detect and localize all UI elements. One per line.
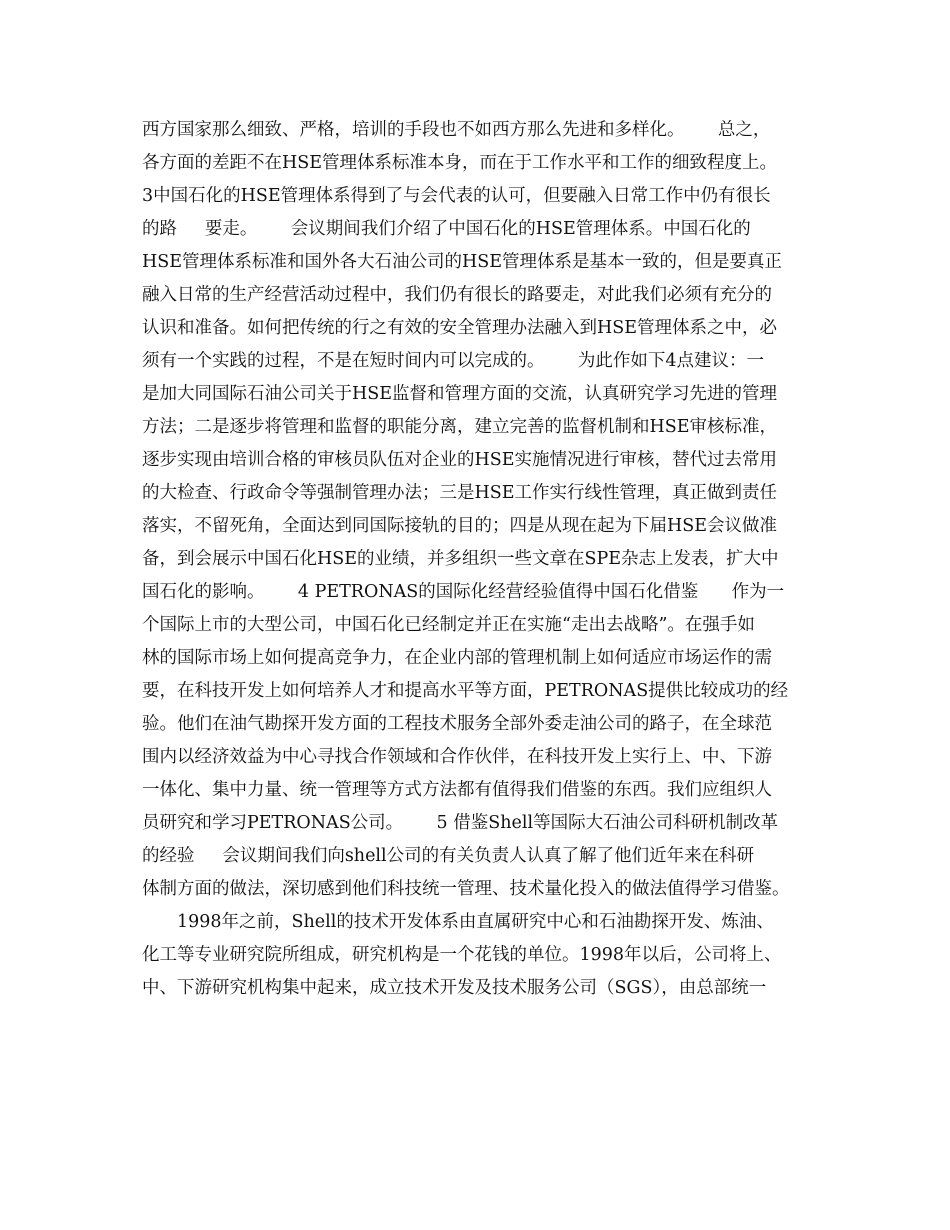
text-line: 化工等专业研究院所组成，研究机构是一个花钱的单位。1998年以后，公司将上、 — [142, 945, 782, 965]
text-line: 的经验 会议期间我们向shell公司的有关负责人认真了解了他们近年来在科研 — [142, 846, 755, 866]
text-line: 3中国石化的HSE管理体系得到了与会代表的认可，但要融入日常工作中仍有很长 — [142, 186, 771, 206]
text-line-indented: 1998年之前，Shell的技术开发体系由直属研究中心和石油勘探开发、炼油、 — [177, 912, 774, 932]
text-line: 融入日常的生产经营活动过程中，我们仍有很长的路要走，对此我们必须有充分的 — [142, 285, 772, 305]
text-line: 一体化、集中力量、统一管理等方式方法都有值得我们借鉴的东西。我们应组织人 — [142, 780, 772, 800]
text-line: HSE管理体系标准和国外各大石油公司的HSE管理体系是基本一致的，但是要真正 — [142, 252, 783, 272]
text-line: 是加大同国际石油公司关于HSE监督和管理方面的交流，认真研究学习先进的管理 — [142, 384, 778, 404]
text-line: 逐步实现由培训合格的审核员队伍对企业的HSE实施情况进行审核，替代过去常用 — [142, 450, 778, 470]
text-line: 个国际上市的大型公司，中国石化已经制定并正在实施“走出去战略”。在强手如 — [142, 615, 755, 635]
text-line: 中、下游研究机构集中起来，成立技术开发及技术服务公司（SGS），由总部统一 — [142, 978, 767, 998]
text-line: 的路 要走。 会议期间我们介绍了中国石化的HSE管理体系。中国石化的 — [142, 219, 751, 239]
text-line: 林的国际市场上如何提高竞争力，在企业内部的管理机制上如何适应市场运作的需 — [142, 648, 772, 668]
text-line: 各方面的差距不在HSE管理体系标准本身，而在于工作水平和工作的细致程度上。 — [142, 153, 778, 173]
text-line: 的大检查、行政命令等强制管理办法；三是HSE工作实行线性管理，真正做到责任 — [142, 483, 778, 503]
text-line: 员研究和学习PETRONAS公司。 5 借鉴Shell等国际大石油公司科研机制改革 — [142, 813, 779, 833]
text-line: 备，到会展示中国石化HSE的业绩，并多组织一些文章在SPE杂志上发表，扩大中 — [142, 549, 779, 569]
body-text — [142, 114, 822, 1005]
text-line: 认识和准备。如何把传统的行之有效的安全管理办法融入到HSE管理体系之中，必 — [142, 318, 778, 338]
text-line: 须有一个实践的过程，不是在短时间内可以完成的。 为此作如下4点建议：一 — [142, 351, 765, 371]
text-line: 方法；二是逐步将管理和监督的职能分离，建立完善的监督机制和HSE审核标准， — [142, 417, 778, 437]
text-line: 围内以经济效益为中心寻找合作领域和合作伙伴，在科技开发上实行上、中、下游 — [142, 747, 772, 767]
text-line: 国石化的影响。 4 PETRONAS的国际化经营经验值得中国石化借鉴 作为一 — [142, 582, 785, 602]
text-line: 要，在科技开发上如何培养人才和提高水平等方面，PETRONAS提供比较成功的经 — [142, 681, 789, 701]
text-line: 验。他们在油气勘探开发方面的工程技术服务全部外委走油公司的路子，在全球范 — [142, 714, 772, 734]
text-line: 体制方面的做法，深切感到他们科技统一管理、技术量化投入的做法值得学习借鉴。 — [142, 879, 790, 899]
text-line: 西方国家那么细致、严格，培训的手段也不如西方那么先进和多样化。 总之， — [142, 120, 771, 140]
text-line: 落实，不留死角，全面达到同国际接轨的目的；四是从现在起为下届HSE会议做准 — [142, 516, 778, 536]
